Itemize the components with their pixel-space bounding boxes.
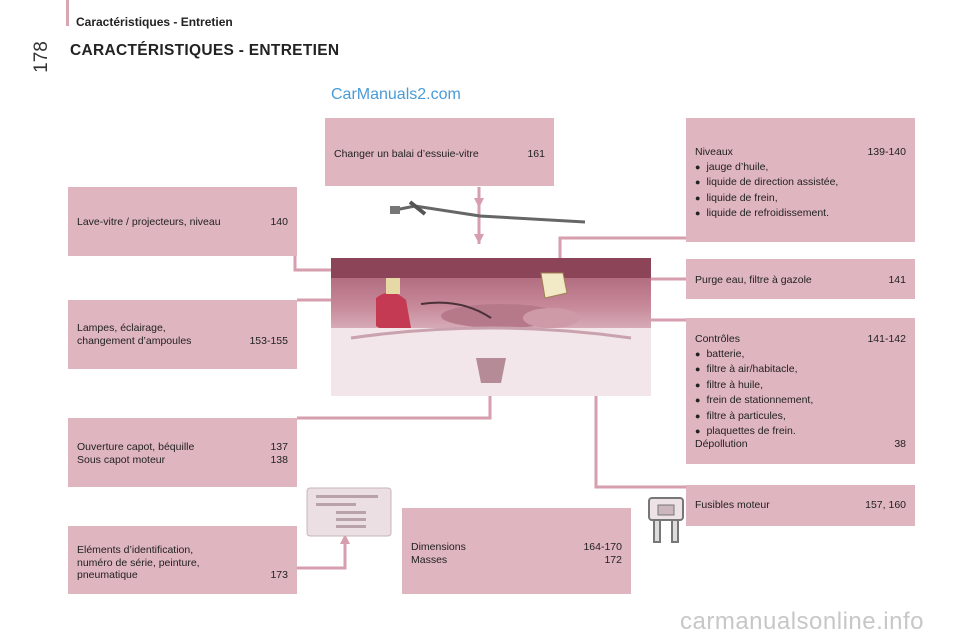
fuses-box xyxy=(686,485,915,526)
drain-page: 141 xyxy=(888,274,906,286)
wiper-blade-label: Changer un balai d’essuie-vitre xyxy=(334,148,479,160)
list-item: ● frein de stationnement, xyxy=(695,394,906,407)
list-item: ● liquide de refroidissement. xyxy=(695,207,906,220)
drain-label: Purge eau, filtre à gazole xyxy=(695,274,812,286)
bonnet-line2: Sous capot moteur xyxy=(77,453,166,466)
identification-box xyxy=(68,526,297,594)
dimensions-page2: 172 xyxy=(604,553,622,566)
checks-box xyxy=(686,318,915,464)
wiper-blade-illustration xyxy=(390,198,590,228)
lamps-line2: changement d’ampoules xyxy=(77,334,192,347)
identification-page: 173 xyxy=(270,569,288,581)
engine-bay-illustration xyxy=(331,258,651,396)
lamps-box xyxy=(68,300,297,369)
list-item: ● filtre à huile, xyxy=(695,379,906,392)
watermark-top[interactable]: CarManuals2.com xyxy=(331,86,461,103)
bonnet-box xyxy=(68,418,297,487)
checks-page: 141-142 xyxy=(867,333,906,345)
page-number: 178 xyxy=(31,41,52,73)
checks-title: Contrôles xyxy=(695,333,740,345)
list-item: ● plaquettes de frein. xyxy=(695,425,906,438)
list-item: ● filtre à particules, xyxy=(695,410,906,423)
bonnet-page2: 138 xyxy=(270,453,288,466)
identification-line2: numéro de série, peinture, xyxy=(77,556,200,569)
page-title: CARACTÉRISTIQUES - ENTRETIEN xyxy=(70,42,340,59)
checks-footer-page: 38 xyxy=(894,437,906,450)
watermark-bottom[interactable]: carmanualsonline.info xyxy=(680,608,924,635)
fuses-label: Fusibles moteur xyxy=(695,499,770,511)
levels-box xyxy=(686,118,915,242)
fuse-illustration xyxy=(646,496,686,544)
list-item: ● jauge d’huile, xyxy=(695,161,906,174)
dimensions-line2: Masses xyxy=(411,553,448,566)
checks-footer: Dépollution xyxy=(695,437,748,450)
levels-page: 139-140 xyxy=(867,146,906,158)
dimensions-line1: Dimensions xyxy=(411,541,466,553)
identification-line1: Eléments d’identification, xyxy=(77,544,194,556)
levels-list xyxy=(695,161,906,220)
list-item: ● liquide de direction assistée, xyxy=(695,176,906,189)
lamps-line1: Lampes, éclairage, xyxy=(77,322,166,334)
bonnet-line1: Ouverture capot, béquille xyxy=(77,441,195,453)
drain-box xyxy=(686,259,915,299)
identification-plate-illustration xyxy=(306,487,392,537)
dimensions-page1: 164-170 xyxy=(583,541,622,553)
list-item: ● batterie, xyxy=(695,348,906,361)
identification-line3: pneumatique xyxy=(77,569,138,581)
lamps-page: 153-155 xyxy=(249,334,288,347)
list-item: ● filtre à air/habitacle, xyxy=(695,363,906,376)
wiper-blade-page: 161 xyxy=(527,148,545,160)
washer-label: Lave-vitre / projecteurs, niveau xyxy=(77,216,221,228)
checks-list xyxy=(695,348,906,438)
levels-title: Niveaux xyxy=(695,146,733,158)
dimensions-box xyxy=(402,508,631,594)
washer-page: 140 xyxy=(270,216,288,228)
bonnet-page1: 137 xyxy=(270,441,288,453)
running-title: Caractéristiques - Entretien xyxy=(76,15,233,29)
washer-box xyxy=(68,187,297,256)
fuses-page: 157, 160 xyxy=(865,499,906,511)
wiper-blade-box xyxy=(325,118,554,186)
list-item: ● liquide de frein, xyxy=(695,192,906,205)
